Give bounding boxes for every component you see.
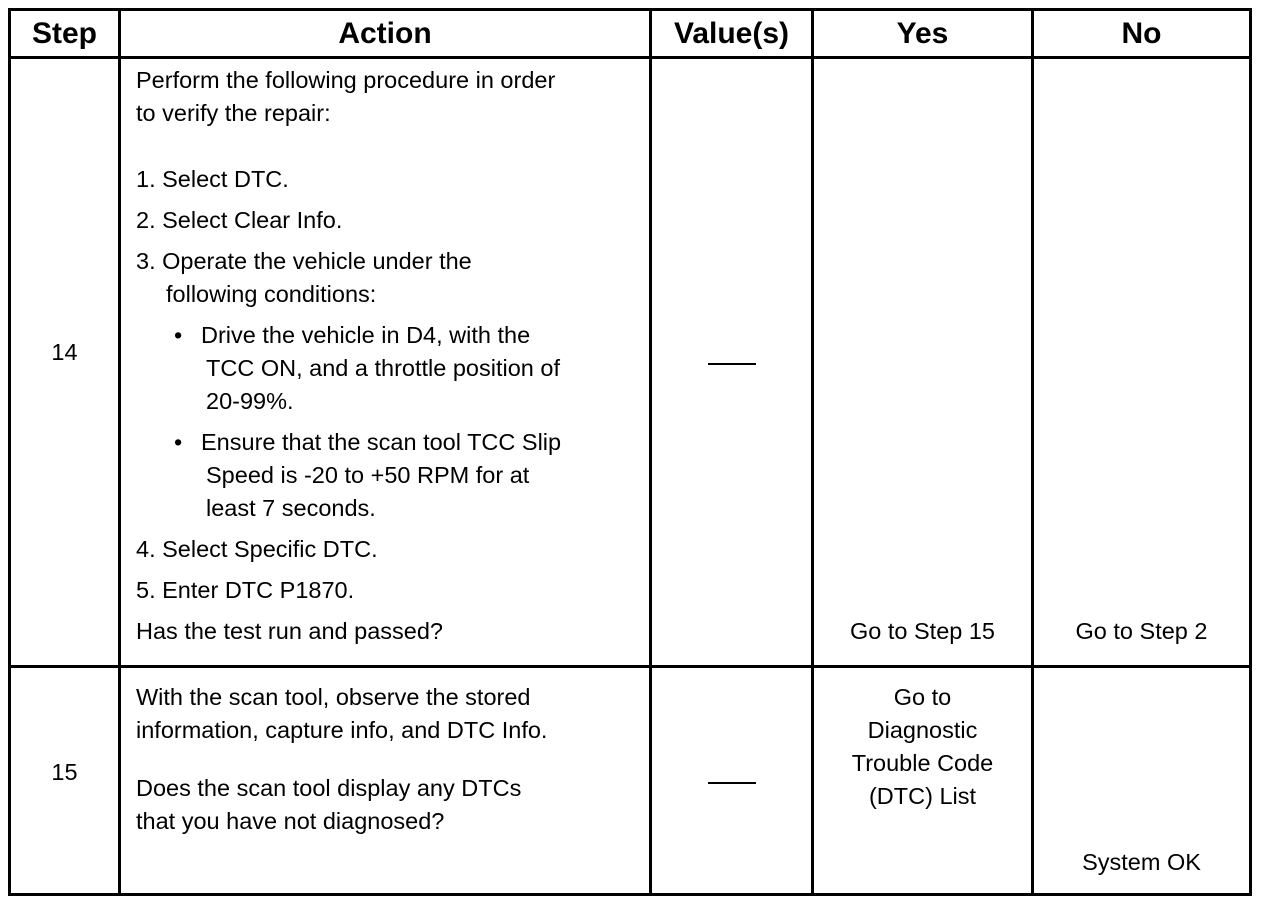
bullet-glyph: • bbox=[174, 322, 183, 348]
column-divider bbox=[118, 11, 121, 893]
bullet-item: Drive the vehicle in D4, with the bbox=[201, 322, 531, 348]
bullet-item: Ensure that the scan tool TCC Slip bbox=[201, 429, 562, 455]
action-intro bbox=[136, 64, 646, 130]
action-cell bbox=[136, 681, 646, 747]
step-list-item-continuation: following conditions: bbox=[166, 281, 377, 307]
bullet-item-continuation: TCC ON, and a throttle position of bbox=[206, 355, 560, 381]
bullet-item-continuation: Speed is -20 to +50 RPM for at bbox=[206, 462, 530, 488]
step-list-item: 1. Select DTC. bbox=[136, 166, 289, 192]
no-result: System OK bbox=[1082, 849, 1201, 875]
header-action: Action bbox=[338, 16, 432, 50]
no-result: Go to Step 2 bbox=[1075, 618, 1208, 644]
column-divider bbox=[649, 11, 652, 893]
step-number: 15 bbox=[51, 759, 78, 785]
row-divider bbox=[11, 56, 1249, 59]
bullet-item-continuation: 20-99%. bbox=[206, 388, 294, 414]
row-divider bbox=[11, 665, 1249, 668]
text-line: Trouble Code bbox=[851, 750, 994, 776]
text-line: Does the scan tool display any DTCs bbox=[136, 775, 522, 801]
step-list-item: 5. Enter DTC P1870. bbox=[136, 577, 355, 603]
text-line: Perform the following procedure in order bbox=[136, 67, 556, 93]
text-line: With the scan tool, observe the stored bbox=[136, 684, 531, 710]
text-line: Diagnostic bbox=[867, 717, 978, 743]
text-line: to verify the repair: bbox=[136, 100, 331, 126]
step-list-item: 2. Select Clear Info. bbox=[136, 207, 343, 233]
procedure-table bbox=[8, 8, 1252, 896]
column-divider bbox=[1031, 11, 1034, 893]
header-no: No bbox=[1121, 16, 1162, 50]
header-yes: Yes bbox=[896, 16, 949, 50]
header-step: Step bbox=[31, 16, 97, 50]
yes-result bbox=[814, 681, 1031, 813]
bullet-glyph: • bbox=[174, 429, 183, 455]
step-number: 14 bbox=[51, 339, 78, 365]
bullet-item-continuation: least 7 seconds. bbox=[206, 495, 376, 521]
text-line: Go to bbox=[893, 684, 952, 710]
step-list-item: 4. Select Specific DTC. bbox=[136, 536, 378, 562]
text-line: (DTC) List bbox=[868, 783, 977, 809]
text-line: that you have not diagnosed? bbox=[136, 808, 445, 834]
empty-value-dash bbox=[708, 363, 756, 365]
action-question bbox=[136, 772, 646, 838]
action-question: Has the test run and passed? bbox=[136, 618, 444, 644]
text-line: information, capture info, and DTC Info. bbox=[136, 717, 548, 743]
header-values: Value(s) bbox=[673, 16, 790, 50]
step-list-item: 3. Operate the vehicle under the bbox=[136, 248, 472, 274]
yes-result: Go to Step 15 bbox=[849, 618, 996, 644]
empty-value-dash bbox=[708, 782, 756, 784]
action-cell bbox=[136, 64, 646, 130]
